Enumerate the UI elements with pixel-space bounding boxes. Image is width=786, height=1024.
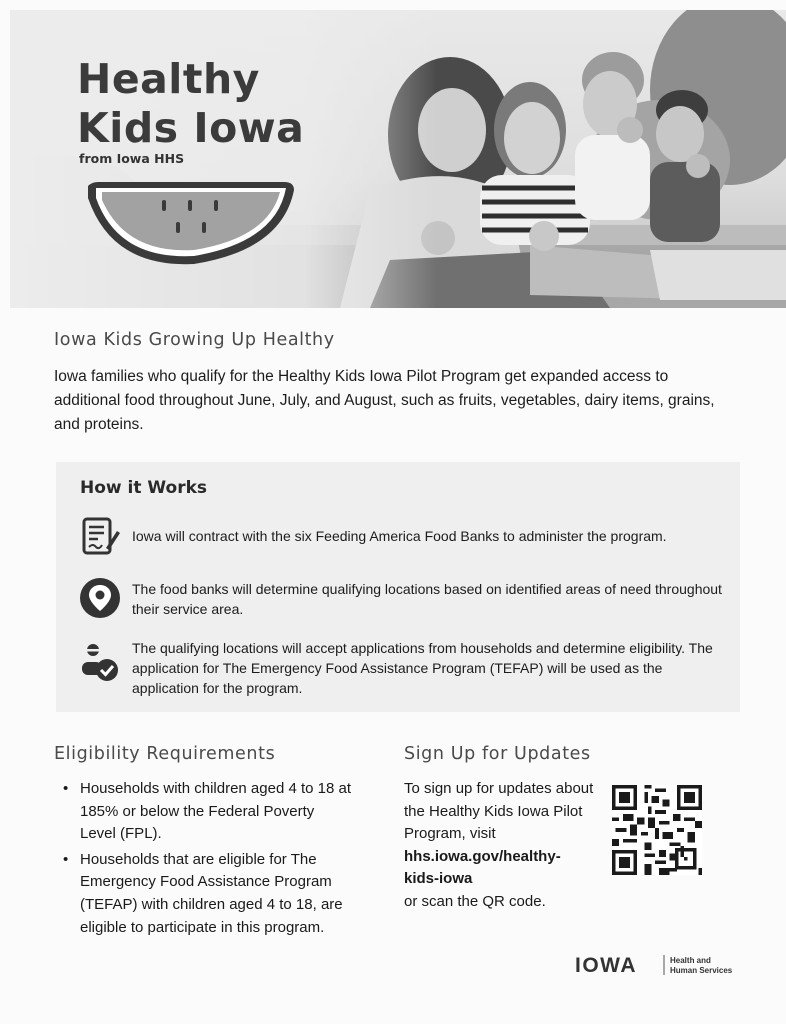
title-line-1: Healthy [77, 55, 260, 103]
map-pin-icon [78, 576, 122, 620]
dept-line-1: Health and [670, 956, 711, 965]
list-item: • Households with children aged 4 to 18 at 185% or below the Federal Poverty Level (FPL). [62, 778, 352, 846]
how-it-works-panel [56, 462, 740, 712]
how-it-works-heading: How it Works [80, 478, 208, 498]
list-item: • Households that are eligible for The Emergency Food Assistance Program (TEFAP) with children aged 4 to 18, are eligible to participate in this program. [62, 849, 352, 939]
signup-text-after: or scan the QR code. [404, 892, 546, 910]
how-step-1-text: Iowa will contract with the six Feeding America Food Banks to administer the program. [132, 528, 667, 544]
person-check-icon [78, 642, 122, 686]
how-step-3-text: The qualifying locations will accept applications from households and determine eligibility. The application for The Emergency Food Assistance Program (TEFAP) will be used as the application for the program. [132, 640, 713, 696]
signup-text: To sign up for updates about the Healthy Kids Iowa Pilot Program, visit [404, 780, 594, 843]
hero-banner [10, 10, 786, 308]
dept-line-2: Human Services [670, 966, 733, 975]
signup-heading: Sign Up for Updates [404, 744, 591, 764]
qr-code[interactable] [612, 785, 702, 875]
eligibility-heading: Eligibility Requirements [54, 744, 276, 764]
iowa-hhs-logo [575, 953, 745, 982]
intro-heading: Iowa Kids Growing Up Healthy [54, 330, 335, 350]
page-title [77, 55, 304, 153]
eligibility-list [62, 778, 352, 942]
signup-text-block [404, 778, 594, 914]
title-line-2: Kids Iowa [77, 104, 305, 152]
watermelon-logo-icon [82, 178, 302, 270]
signup-link[interactable]: hhs.iowa.gov/healthy-kids-iowa [404, 847, 561, 888]
document-pen-icon [78, 514, 122, 558]
how-step-2-text: The food banks will determine qualifying locations based on identified areas of need throughout their service area. [132, 581, 722, 617]
subtitle: from Iowa HHS [79, 151, 185, 166]
iowa-logo-text: IOWA [575, 954, 637, 977]
intro-paragraph: Iowa families who qualify for the Healthy Kids Iowa Pilot Program get expanded access to additional food throughout June, July, and August, such as fruits, vegetables, dairy items, grains, and proteins. [54, 368, 715, 433]
